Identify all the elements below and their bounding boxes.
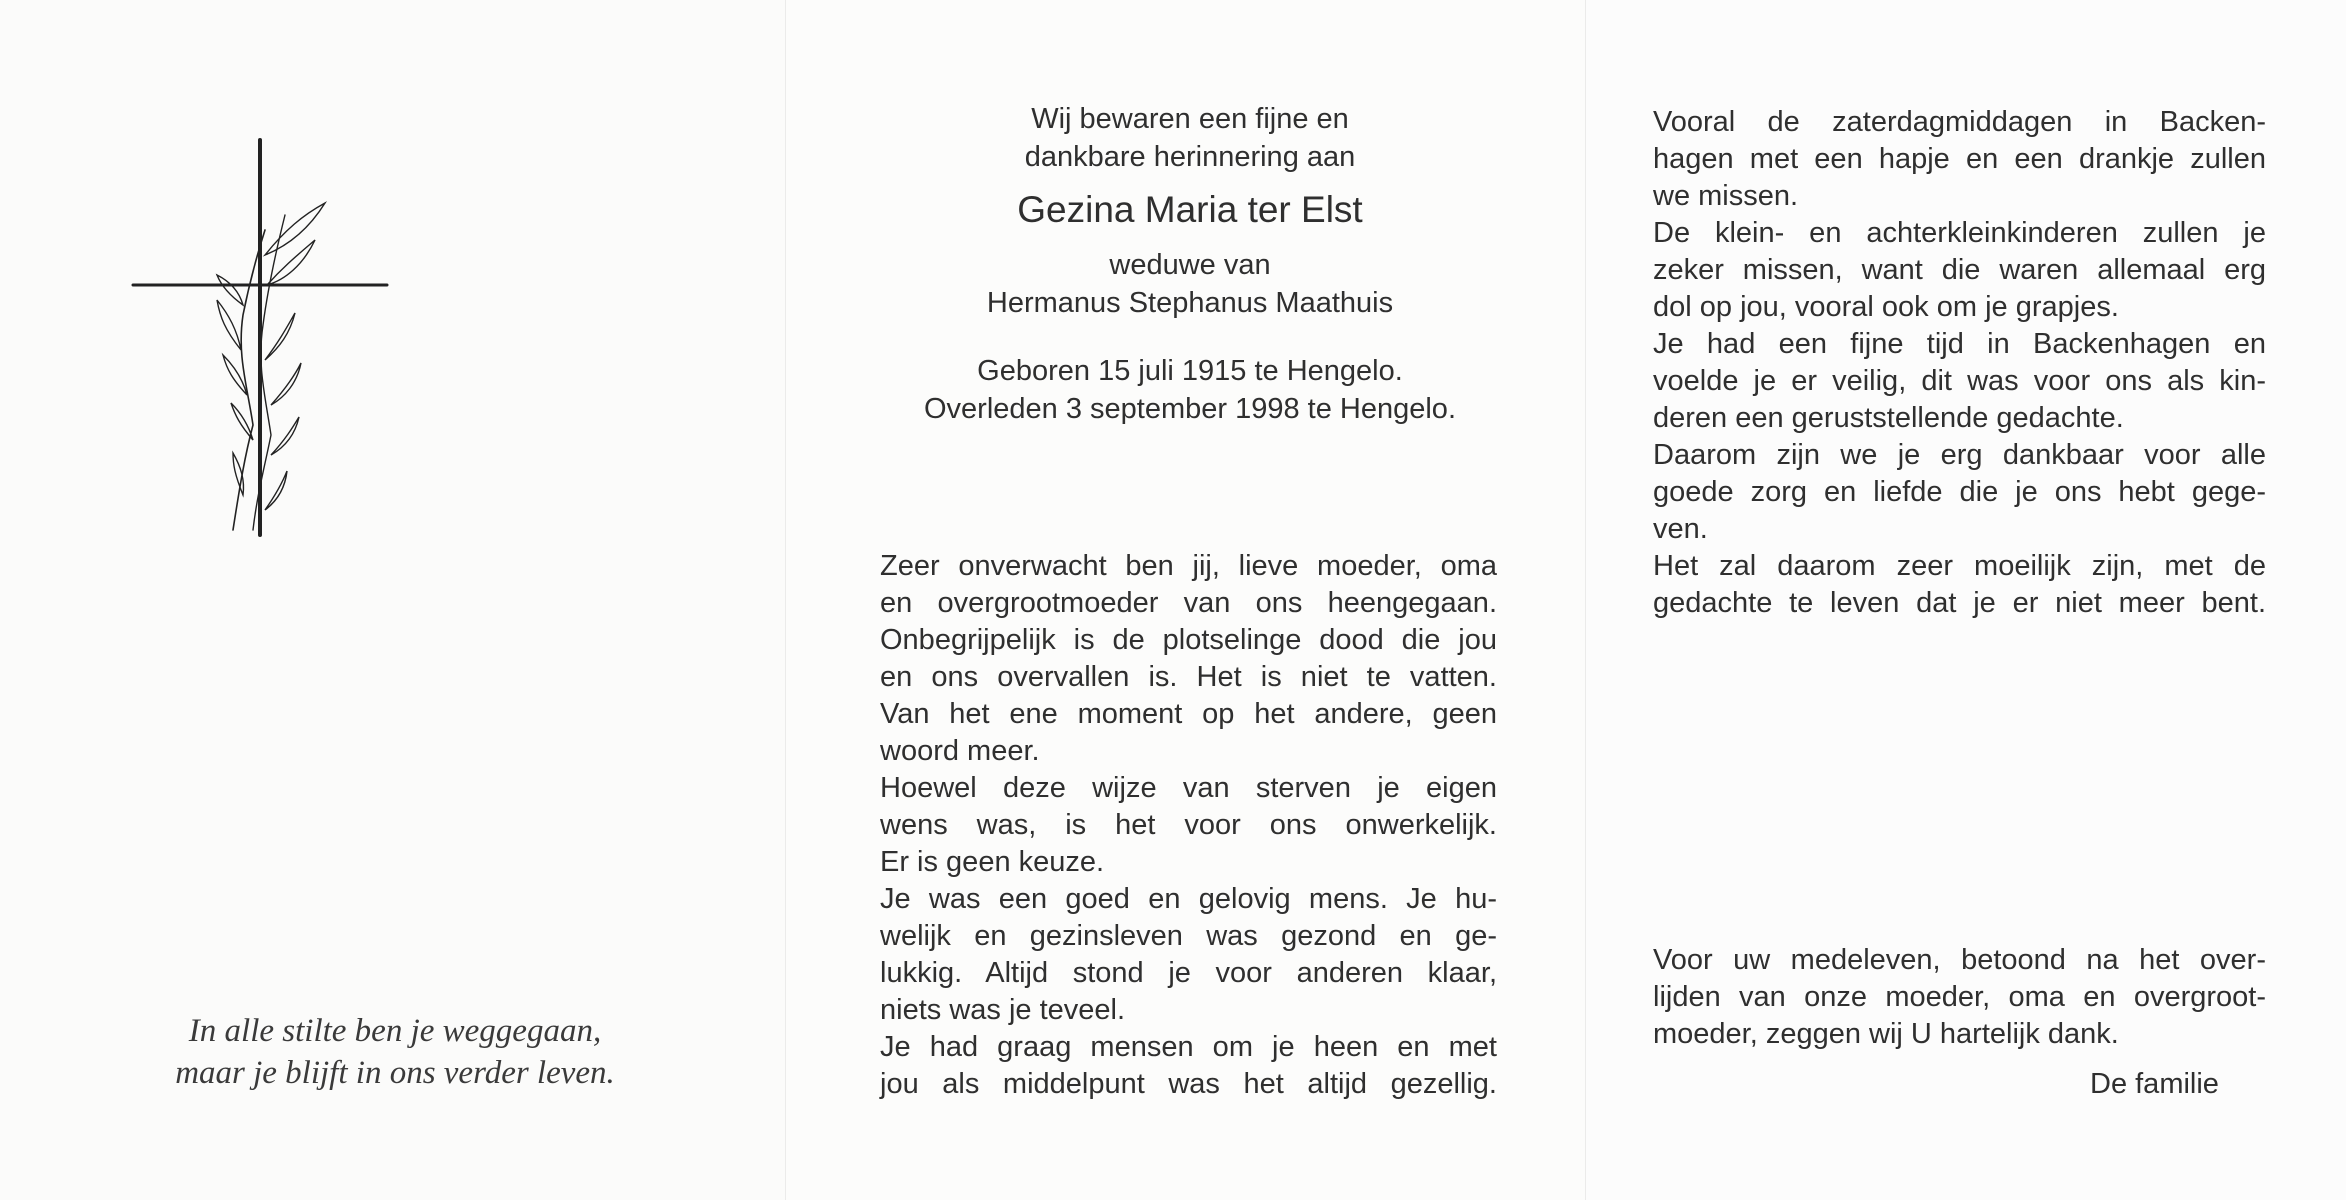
text-line: ven. [1653,513,1708,545]
text-line: niets was je teveel. [880,994,1126,1026]
text-line: Het zal daarom zeer moeilijk zijn, met de [1653,550,2266,582]
text-line: deren een geruststellende gedachte. [1653,402,2124,434]
text-line: Onbegrijpelijk is de plotselinge dood die jou [880,624,1497,656]
text-line: voelde je er veilig, dit was voor ons als kin- [1653,365,2266,397]
memorial-text [880,548,1497,1103]
verse-line: In alle stilte ben je weggegaan, [188,1013,602,1049]
deceased-name: Gezina Maria ter Elst [1017,189,1363,230]
memorial-verse [130,1010,660,1094]
text-line: Vooral de zaterdagmiddagen in Backen- [1653,106,2266,138]
text-line: Je had graag mensen om je heen en met [880,1031,1497,1063]
text-line: Je had een fijne tijd in Backenhagen en [1653,328,2266,360]
text-line: dol op jou, vooral ook om je grapjes. [1653,291,2119,323]
text-line: jou als middelpunt was het altijd gezellig. [880,1068,1497,1100]
text-line: lijden van onze moeder, oma en overgroot- [1653,981,2266,1013]
text-line: wens was, is het voor ons onwerkelijk. [880,809,1497,841]
text-line: Daarom zijn we je erg dankbaar voor alle [1653,439,2266,471]
text-line: Voor uw medeleven, betoond na het over- [1653,944,2266,976]
thanks-text [1653,942,2266,1053]
text-line: De klein- en achterkleinkinderen zullen je [1653,217,2266,249]
text-line: gedachte te leven dat je er niet meer bent. [1653,587,2266,619]
text-line: Hoewel deze wijze van sterven je eigen [880,772,1497,804]
text-line: Van het ene moment op het andere, geen [880,698,1497,730]
text-line: woord meer. [880,735,1040,767]
relation-line: Hermanus Stephanus Maathuis [986,287,1394,319]
memorial-header [850,100,1530,428]
text-line: welijk en gezinsleven was gezond en ge- [880,920,1497,952]
text-line: lukkig. Altijd stond je voor anderen klaar, [880,957,1497,989]
text-line: en ons overvallen is. Het is niet te vatten. [880,661,1497,693]
death-line: Overleden 3 september 1998 te Hengelo. [923,393,1456,425]
fold-line [1585,0,1586,1200]
text-line: goede zorg en liefde die je ons hebt gege- [1653,476,2266,508]
cross-icon [125,135,395,545]
verse-line: maar je blijft in ons verder leven. [175,1055,615,1091]
relation-line: weduwe van [1109,249,1271,281]
birth-line: Geboren 15 juli 1915 te Hengelo. [977,355,1403,387]
intro-line: dankbare herinnering aan [1024,141,1356,173]
text-line: moeder, zeggen wij U hartelijk dank. [1653,1018,2119,1050]
text-line: we missen. [1653,180,1799,212]
signoff: De familie [2090,1068,2219,1100]
text-line: hagen met een hapje en een drankje zullen [1653,143,2266,175]
text-line: en overgrootmoeder van ons heengegaan. [880,587,1497,619]
memorial-text-continued [1653,104,2266,622]
intro-line: Wij bewaren een fijne en [1031,103,1349,135]
fold-line [785,0,786,1200]
text-line: Er is geen keuze. [880,846,1105,878]
text-line: Je was een goed en gelovig mens. Je hu- [880,883,1497,915]
text-line: zeker missen, want die waren allemaal erg [1653,254,2266,286]
text-line: Zeer onverwacht ben jij, lieve moeder, oma [880,550,1497,582]
